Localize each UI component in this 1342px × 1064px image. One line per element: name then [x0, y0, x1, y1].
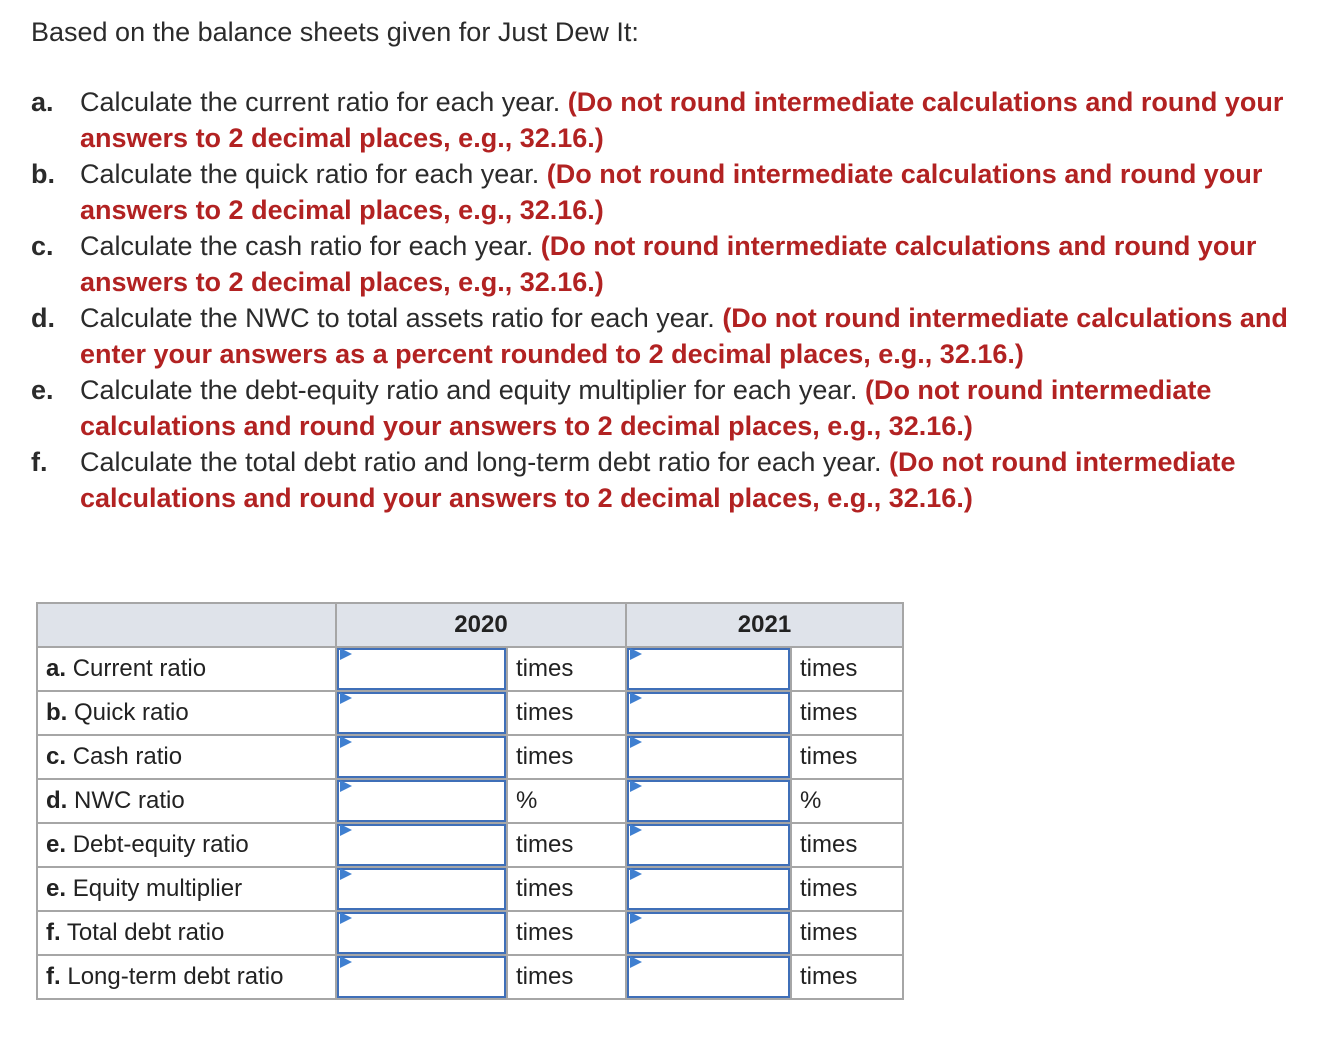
row-label — [37, 823, 336, 867]
intro-text: Based on the balance sheets given for Just Dew It: — [31, 17, 639, 47]
row-letter: e. — [46, 875, 67, 902]
question-item — [31, 372, 1321, 444]
unit-label: times — [507, 823, 626, 867]
header-2021: 2021 — [626, 603, 903, 647]
unit-label: times — [791, 691, 903, 735]
question-letter: a. — [31, 87, 54, 117]
answer-input[interactable] — [627, 692, 790, 734]
input-2020-debt-equity-ratio[interactable] — [336, 823, 507, 867]
question-instruction: (Do not round intermediate calculations and round your answers to 2 decimal places, e.g., 32.16.) — [80, 375, 1212, 441]
input-marker-icon — [630, 780, 642, 792]
question-text: Calculate the debt-equity ratio and equity multiplier for each year. — [80, 375, 858, 405]
unit-label: times — [791, 823, 903, 867]
input-2020-total-debt-ratio[interactable] — [336, 911, 507, 955]
answer-input[interactable] — [627, 912, 790, 954]
input-marker-icon — [630, 736, 642, 748]
input-2021-quick-ratio[interactable] — [626, 691, 791, 735]
input-marker-icon — [630, 868, 642, 880]
input-2021-equity-multiplier[interactable] — [626, 867, 791, 911]
row-label-text: Long-term debt ratio — [67, 963, 284, 990]
input-marker-icon — [340, 868, 352, 880]
header-row — [37, 603, 903, 647]
answer-input[interactable] — [337, 780, 506, 822]
input-2020-nwc-ratio[interactable] — [336, 779, 507, 823]
row-letter: f. — [46, 963, 61, 990]
question-letter: e. — [31, 375, 54, 405]
answer-input[interactable] — [337, 648, 506, 690]
input-marker-icon — [630, 912, 642, 924]
question-instruction: (Do not round intermediate calculations and round your answers to 2 decimal places, e.g., 32.16.) — [80, 231, 1257, 297]
header-2020: 2020 — [336, 603, 626, 647]
input-marker-icon — [340, 692, 352, 704]
row-label-text: Total debt ratio — [66, 919, 225, 946]
input-marker-icon — [340, 736, 352, 748]
input-2021-cash-ratio[interactable] — [626, 735, 791, 779]
table-row — [37, 647, 903, 691]
row-label-text: Cash ratio — [72, 743, 183, 770]
input-2020-equity-multiplier[interactable] — [336, 867, 507, 911]
answer-input[interactable] — [627, 736, 790, 778]
unit-label: % — [507, 779, 626, 823]
table-row — [37, 911, 903, 955]
row-letter: b. — [46, 699, 68, 726]
row-label — [37, 911, 336, 955]
table-row — [37, 735, 903, 779]
answer-input[interactable] — [627, 648, 790, 690]
table-row — [37, 779, 903, 823]
unit-label: times — [791, 911, 903, 955]
answer-input[interactable] — [337, 956, 506, 998]
question-item — [31, 156, 1321, 228]
row-letter: f. — [46, 919, 61, 946]
input-2020-long-term-debt-ratio[interactable] — [336, 955, 507, 999]
question-letter: c. — [31, 231, 54, 261]
row-label — [37, 955, 336, 999]
table-row — [37, 823, 903, 867]
input-2020-quick-ratio[interactable] — [336, 691, 507, 735]
row-label-text: Current ratio — [72, 655, 207, 682]
question-item — [31, 228, 1321, 300]
unit-label: times — [507, 647, 626, 691]
unit-label: times — [791, 735, 903, 779]
input-marker-icon — [340, 912, 352, 924]
unit-label: times — [791, 955, 903, 999]
row-letter: a. — [46, 655, 67, 682]
row-label-text: NWC ratio — [74, 787, 185, 814]
row-label — [37, 647, 336, 691]
question-instruction: (Do not round intermediate calculations and round your answers to 2 decimal places, e.g., 32.16.) — [80, 159, 1263, 225]
unit-label: times — [507, 867, 626, 911]
question-text: Calculate the cash ratio for each year. — [80, 231, 534, 261]
row-label-text: Quick ratio — [74, 699, 189, 726]
input-marker-icon — [630, 824, 642, 836]
input-marker-icon — [340, 824, 352, 836]
answer-input[interactable] — [627, 780, 790, 822]
question-item — [31, 84, 1321, 156]
header-blank — [37, 603, 336, 647]
table-row — [37, 867, 903, 911]
question-instruction: (Do not round intermediate calculations and round your answers to 2 decimal places, e.g., 32.16.) — [80, 447, 1236, 513]
question-list — [31, 84, 1321, 516]
row-label-text: Equity multiplier — [72, 875, 243, 902]
answer-input[interactable] — [337, 912, 506, 954]
unit-label: times — [507, 911, 626, 955]
answer-input[interactable] — [627, 868, 790, 910]
input-marker-icon — [340, 956, 352, 968]
input-2020-cash-ratio[interactable] — [336, 735, 507, 779]
input-2021-nwc-ratio[interactable] — [626, 779, 791, 823]
question-letter: d. — [31, 303, 55, 333]
input-marker-icon — [340, 648, 352, 660]
input-marker-icon — [630, 648, 642, 660]
unit-label: times — [507, 735, 626, 779]
question-text: Calculate the total debt ratio and long-term debt ratio for each year. — [80, 447, 882, 477]
row-label — [37, 867, 336, 911]
unit-label: times — [791, 867, 903, 911]
table-row — [37, 691, 903, 735]
input-2021-debt-equity-ratio[interactable] — [626, 823, 791, 867]
answer-input[interactable] — [337, 868, 506, 910]
input-marker-icon — [630, 692, 642, 704]
answer-input[interactable] — [627, 956, 790, 998]
table-row — [37, 955, 903, 999]
unit-label: times — [507, 691, 626, 735]
question-letter: b. — [31, 159, 55, 189]
answer-input[interactable] — [337, 692, 506, 734]
question-item — [31, 300, 1321, 372]
row-label-text: Debt-equity ratio — [72, 831, 249, 858]
question-instruction: (Do not round intermediate calculations and round your answers to 2 decimal places, e.g., 32.16.) — [80, 87, 1284, 153]
input-2020-current-ratio[interactable] — [336, 647, 507, 691]
input-marker-icon — [630, 956, 642, 968]
row-label — [37, 735, 336, 779]
question-item — [31, 444, 1321, 516]
row-label — [37, 779, 336, 823]
unit-label: times — [507, 955, 626, 999]
answer-table — [36, 602, 904, 1000]
question-text: Calculate the current ratio for each year. — [80, 87, 561, 117]
row-letter: e. — [46, 831, 67, 858]
row-label — [37, 691, 336, 735]
row-letter: c. — [46, 743, 67, 770]
answer-input[interactable] — [627, 824, 790, 866]
unit-label: times — [791, 647, 903, 691]
input-2021-long-term-debt-ratio[interactable] — [626, 955, 791, 999]
answer-input[interactable] — [337, 736, 506, 778]
question-instruction: (Do not round intermediate calculations and enter your answers as a percent rounded to 2 decimal places, e.g., 32.16.) — [80, 303, 1288, 369]
question-letter: f. — [31, 447, 48, 477]
input-2021-total-debt-ratio[interactable] — [626, 911, 791, 955]
question-text: Calculate the NWC to total assets ratio for each year. — [80, 303, 715, 333]
input-2021-current-ratio[interactable] — [626, 647, 791, 691]
answer-input[interactable] — [337, 824, 506, 866]
input-marker-icon — [340, 780, 352, 792]
question-text: Calculate the quick ratio for each year. — [80, 159, 540, 189]
unit-label: % — [791, 779, 903, 823]
row-letter: d. — [46, 787, 68, 814]
